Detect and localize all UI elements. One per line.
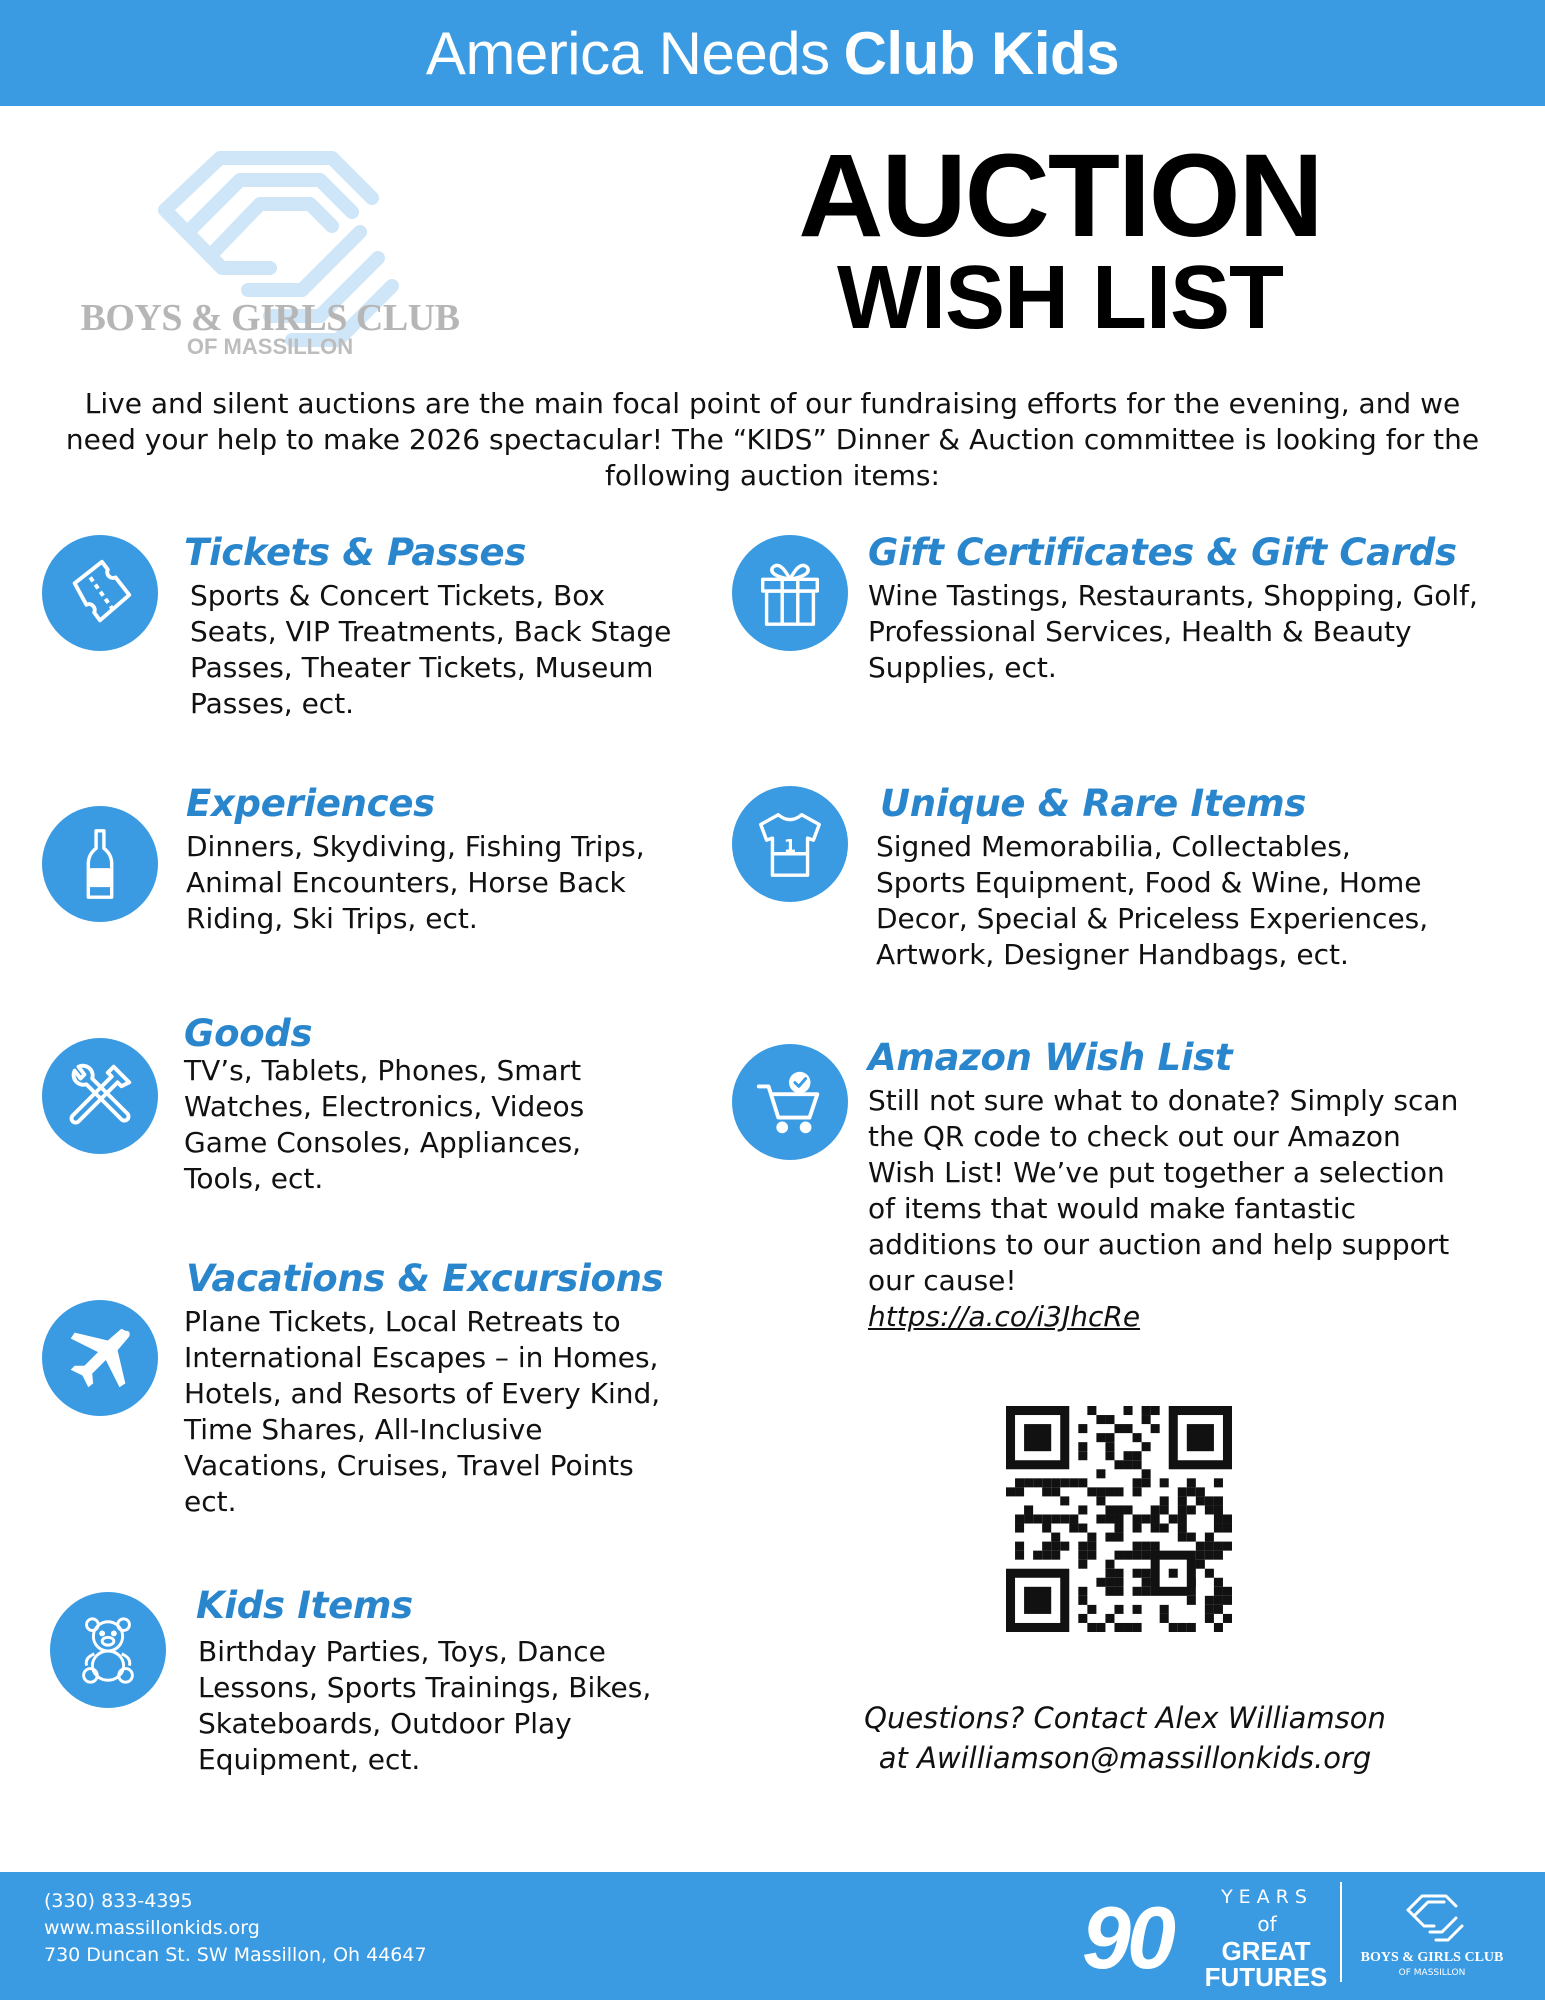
anniversary-great-futures: [1204, 1938, 1328, 1990]
footer: [0, 1872, 1545, 2000]
club-logo-subtitle: OF MASSILLON: [186, 334, 354, 359]
tools-icon: [42, 1038, 158, 1154]
anniversary-years: YEARS: [1221, 1886, 1313, 1908]
text-gift: Wine Tastings, Restaurants, Shopping, Golf, Professional Services, Health & Beauty Supplies, ect.: [868, 579, 1478, 684]
footer-phone[interactable]: (330) 833-4395: [44, 1890, 193, 1912]
banner-emphasis: Club Kids: [843, 19, 1120, 87]
ninety-years-badge: [1082, 1882, 1342, 1992]
ticket-icon: [42, 535, 158, 651]
heading-experiences: Experiences: [186, 782, 435, 825]
top-banner: [0, 0, 1545, 106]
text-experiences: Dinners, Skydiving, Fishing Trips, Animal Encounters, Horse Back Riding, Ski Trips, ect.: [186, 830, 645, 935]
svg-text:1: 1: [783, 836, 797, 857]
footer-website[interactable]: www.massillonkids.org: [44, 1917, 260, 1939]
heading-gift: Gift Certificates & Gift Cards: [868, 531, 1457, 574]
heading-kids: Kids Items: [196, 1584, 413, 1627]
amazon-wishlist-link[interactable]: https://a.co/i3JhcRe: [868, 1300, 1141, 1333]
contact-email[interactable]: at Awilliamson@massillonkids.org: [878, 1741, 1372, 1775]
gift-box-icon: [732, 535, 848, 651]
footer-contact: [44, 1888, 427, 1969]
text-amazon: Still not sure what to donate? Simply scan the QR code to check out our Amazon Wish List! We’ve put together a selection of items that would make fantastic additions to our auction and help support our cause!: [868, 1084, 1459, 1297]
teddy-bear-icon: [50, 1592, 166, 1708]
title-wish-list: WISH LIST: [837, 248, 1283, 348]
club-logo-name: BOYS & GIRLS CLUB: [80, 297, 460, 339]
heading-amazon: Amazon Wish List: [868, 1036, 1233, 1079]
anniversary-of: of: [1257, 1912, 1277, 1936]
heading-tickets: Tickets & Passes: [184, 531, 527, 574]
text-unique: Signed Memorabilia, Collectables, Sports Equipment, Food & Wine, Home Decor, Special & Priceless Experiences, Artwork, Designer Handbags, ect.: [876, 830, 1429, 971]
shopping-cart-icon: [732, 1044, 848, 1160]
anniversary-number: 90: [1082, 1888, 1172, 1987]
footer-logo-name: BOYS & GIRLS CLUB: [1360, 1950, 1504, 1965]
contact-line-1: Questions? Contact Alex Williamson: [864, 1701, 1386, 1735]
text-kids: Birthday Parties, Toys, Dance Lessons, Sports Trainings, Bikes, Skateboards, Outdoor Play Equipment, ect.: [198, 1635, 652, 1776]
footer-logo-sub: OF MASSILLON: [1398, 1968, 1466, 1978]
jersey-icon: [732, 786, 848, 902]
text-goods: TV’s, Tablets, Phones, Smart Watches, Electronics, Videos Game Consoles, Appliances, Tools, ect.: [184, 1054, 585, 1195]
heading-goods: Goods: [184, 1012, 313, 1055]
footer-logo-icon: [1394, 1890, 1470, 1948]
text-vacations: Plane Tickets, Local Retreats to International Escapes – in Homes, Hotels, and Resorts of Every Kind, Time Shares, All-Inclusive Vacations, Cruises, Travel Points ect.: [184, 1305, 661, 1518]
airplane-icon: [42, 1300, 158, 1416]
heading-unique: Unique & Rare Items: [880, 782, 1307, 825]
title-auction: AUCTION: [798, 130, 1322, 262]
contact-info: [790, 1698, 1460, 1778]
text-tickets: Sports & Concert Tickets, Box Seats, VIP Treatments, Back Stage Passes, Theater Tickets, Museum Passes, ect.: [190, 579, 672, 720]
anniversary-great: GREAT: [1221, 1936, 1311, 1966]
wine-bottle-icon: [42, 806, 158, 922]
qr-code-icon[interactable]: [1006, 1406, 1232, 1632]
banner-prefix: America Needs: [425, 19, 830, 87]
footer-divider: [1340, 1882, 1342, 1982]
intro-paragraph: Live and silent auctions are the main focal point of our fundraising efforts for the evening, and we need your help to make 2026 spectacular! The “KIDS” Dinner & Auction committee is looking for the following auction items:: [65, 387, 1480, 492]
heading-vacations: Vacations & Excursions: [186, 1257, 664, 1300]
footer-club-logo: [1352, 1886, 1512, 1986]
footer-address: 730 Duncan St. SW Massillon, Oh 44647: [44, 1944, 427, 1966]
anniversary-futures: FUTURES: [1204, 1962, 1328, 1992]
